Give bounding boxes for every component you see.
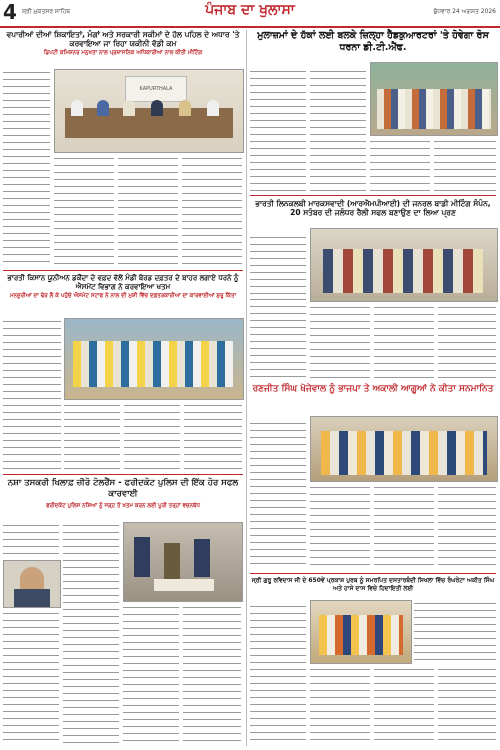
- story3-text-col2: [63, 522, 119, 746]
- story6-text-col2: [310, 484, 370, 570]
- paper-name: ਸ੍ਰੀ ਮੁਕਤਸਰ ਸਾਹਿਬ: [22, 8, 71, 15]
- story7-text-col3a: [414, 600, 496, 662]
- story5-headline: ਭਾਰਤੀ ਲਿਨਕਲਬੀ ਮਾਰਕਸਵਾਦੀ (ਆਰਐਮਪੀਆਈ) ਦੀ ਜਨਰਲ ਬਾਡੀ ਮੀਟਿੰਗ ਸੰਪੰਨ, 20 ਸਤੰਬਰ ਦੀ ਜਲੰਧਰ ਰੈਲੀ ਸਫਲ ਬਣਾਉਣ ਦਾ ਲਿਆ ਪ੍ਰਣ: [255, 199, 491, 218]
- story7-text-col4: [438, 666, 496, 746]
- masthead: ਪੰਜਾਬ ਦਾ ਖੁਲਾਸਾ: [205, 2, 295, 18]
- story3-text-col3: [123, 604, 179, 746]
- story7-text-col3: [374, 666, 434, 746]
- divider: [3, 474, 243, 475]
- story3-subhead: ਫਰੀਦਕੋਟ ਪੁਲਿਸ ਨਸ਼ਿਆਂ ਨੂੰ ਜੜ੍ਹ ਤੋਂ ਖਤਮ ਕਰਨ ਲਈ ਪੂਰੀ ਤਰ੍ਹਾਂ ਵਚਨਬੱਧ: [46, 503, 200, 509]
- story3-text-col1a: [3, 522, 59, 558]
- story6-headline: ਰਣਜੀਤ ਸਿੰਘ ਖੋਜੇਵਾਲ ਨੂੰ ਭਾਜਪਾ ਤੇ ਅਕਾਲੀ ਆਗੂਆਂ ਨੇ ਕੀਤਾ ਸਨਮਾਨਿਤ: [252, 384, 494, 394]
- story5-meeting-photo: [310, 228, 498, 302]
- story7-text-col1: [250, 603, 306, 746]
- story3-headline: ਨਸ਼ਾ ਤਸਕਰੀ ਖਿਲਾਫ਼ ਜ਼ੀਰੋ ਟੋਲਰੈਂਸ - ਫਰੀਦਕੋਟ ਪੁਲਿਸ ਦੀ ਇੱਕ ਹੋਰ ਸਫਲ ਕਾਰਵਾਈ: [7, 478, 239, 499]
- story2-text-col3: [124, 402, 180, 470]
- story2-headline: ਭਾਰਤੀ ਕਿਸਾਨ ਯੂਨੀਅਨ ਡਕੌਂਦਾ ਦੇ ਵਫ਼ਦ ਵੱਲੋਂ ਮੰਡੀ ਬੋਰਡ ਦਫ਼ਤਰ ਦੇ ਬਾਹਰ ਲਗਾਏ ਧਰਨੇ ਨੂੰ ਐਸਮੇਂਟ ਵਿਭਾਗ ਨੇ ਕਰਵਾਇਆ ਖਤਮ: [7, 274, 239, 291]
- screen-label: KAPURTHALA: [125, 76, 187, 102]
- story3-text-col1b: [3, 610, 59, 746]
- story5-text-col4: [438, 304, 496, 380]
- story4-headline: ਮੁਲਾਜ਼ਮਾਂ ਦੇ ਹੱਕਾਂ ਲਈ ਬਲਕੇ ਜ਼ਿਲ੍ਹਾ ਹੈੱਡਕੁਆਰਟਰਾਂ 'ਤੇ ਹੋਵੇਗਾ ਰੋਸ ਧਰਨਾ ਡੀ.ਟੀ.ਐੱਫ.: [257, 30, 489, 53]
- story5-text-col1b: [250, 296, 306, 380]
- story2-text-col2: [64, 402, 120, 470]
- story7-event-photo: [310, 600, 412, 664]
- divider: [3, 270, 243, 271]
- column-separator: [246, 30, 247, 746]
- story1-text-col2: [54, 155, 114, 267]
- story5-text-col1: [250, 234, 306, 294]
- story1-meeting-photo: [54, 69, 244, 153]
- story1-text-col3: [118, 155, 178, 267]
- story6-text-col3: [374, 484, 434, 570]
- story4-text-col4: [434, 138, 496, 192]
- story4-text-col2: [310, 68, 366, 192]
- story6-honour-photo: [310, 416, 498, 482]
- story3-seizure-photo: [123, 522, 243, 602]
- issue-date: ਬੁੱਧਵਾਰ 24 ਅਗਸਤ 2026: [433, 8, 496, 15]
- story4-text-col3: [370, 138, 430, 192]
- story1-headline: ਵਪਾਰੀਆਂ ਦੀਆਂ ਸ਼ਿਕਾਇਤਾਂ, ਮੰਗਾਂ ਅਤੇ ਸਰਕਾਰੀ ਸਕੀਮਾਂ ਦੇ ਹੱਲ ਪਹਿਲ ਦੇ ਅਧਾਰ 'ਤੇ ਕਰਵਾਇਆ ਜਾ ਰਿਹਾ ਯਕੀਨੀ ਵੱਡੀ ਕਮ: [6, 30, 240, 49]
- story2-text-col4: [184, 402, 242, 470]
- story6-text-col1: [250, 420, 306, 570]
- story3-text-col4: [183, 604, 241, 746]
- story6-text-col4: [438, 484, 496, 570]
- story7-text-col2: [310, 666, 370, 746]
- story1-subhead: ਡਿਪਟੀ ਕਮਿਸ਼ਨਰ ਮਨੁਖਤਾ ਨਾਲ ਪ੍ਰਸ਼ਾਸਨਿਕ ਅਧਿਕਾਰੀਆਂ ਨਾਲ ਕੀਤੀ ਮੀਟਿੰਗ: [43, 50, 203, 56]
- story5-text-col2: [310, 304, 370, 380]
- story4-text-col1: [250, 68, 306, 192]
- story2-protest-photo: [64, 318, 244, 400]
- page-number: 4: [3, 0, 17, 24]
- page-header: [0, 0, 500, 28]
- story1-text-col4: [182, 155, 242, 267]
- divider: [250, 195, 496, 196]
- story1-text-col1: [3, 69, 50, 267]
- story2-text-col1: [3, 318, 61, 470]
- divider: [250, 573, 496, 574]
- story4-dharna-photo: [370, 62, 498, 136]
- story5-text-col3: [374, 304, 434, 380]
- story7-headline: ਸ੍ਰੀ ਗੁਰੂ ਰਵਿਦਾਸ ਜੀ ਦੇ 650ਵੇਂ ਪ੍ਰਕਾਸ਼ ਪੁਰਬ ਨੂੰ ਸਮਰਪਿਤ ਦਸਤਾਰਬੰਦੀ ਸਿਖਲਾ ਵਿੱਚ ਰੰਘਰੇਟਾ ਅਕੀਤ ਸਿੰਘ ਅਤੇ ਹਾਸੇ ਦਾਸ ਵਿਚੇ ਹਿਦਾਇਤੀ ਲਈ: [251, 577, 495, 592]
- story3-officer-photo: [3, 560, 61, 608]
- story2-subhead: ਮਨਜ਼ੂਰੀਆਂ ਦਾ ਢੇਰ ਲੈ ਕੇ ਪਹੁੰਚੇ ਐਸਮੇਂਟ ਸਟਾਫ ਨੇ ਨਾਲ ਦੀ ਮੁਸ਼ੀ ਵਿੱਚ ਦਫ਼ਤਰਕਾਰੀਆਂ ਦਾ ਕਾਰਵਾਈਆਂ ਸ਼ੁਰੂ ਕਿੱਤਾ: [9, 293, 237, 299]
